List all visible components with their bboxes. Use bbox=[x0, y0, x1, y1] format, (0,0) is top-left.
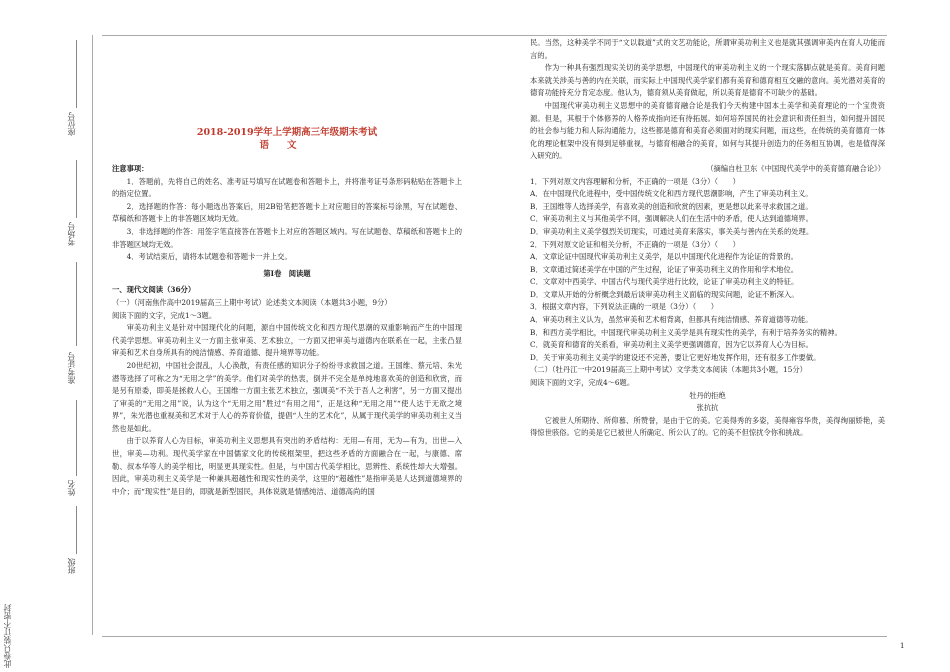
question-option: A．审美功利主义认为，虽然审美和艺术相背离，但都具有纯洁情感、养育道德等功能。 bbox=[530, 315, 813, 325]
left-column bbox=[112, 126, 462, 498]
question-option: B．和西方美学相比，中国现代审美功利主义美学是具有现实性的美学，有利于培养务实的精神。 bbox=[530, 327, 842, 337]
class-label: 班级 bbox=[67, 558, 76, 574]
story-title: 牡丹的拒绝 bbox=[689, 390, 726, 400]
passage-paragraph: 由于以养育人心为目标，审美功利主义思想具有突出的矛盾结构：无用—有用，无为—有为，出世—入世，审美—功利。现代美学家在中国儒家文化的传统框架里，把这些矛盾的方面融合在一起，与康德、席勒、叔本华等人的美学相比，明显更具现实性。但是，与中国古代美学相比，思辨性、系统性却大大增强。因此，审美功利主义美学是一种兼具超越性和现实性的美学，这里的“超越性”是指审美是人达到道德境界的中介；而“现实性”是目的，即就是新型国民，具体说就是情感纯洁、道德高尚的国 bbox=[112, 436, 462, 496]
question-option: D．关于审美功利主义美学的建设还不完善，要让它更好地发挥作用，还有很多工作要做。 bbox=[530, 352, 821, 362]
seal-note: 此卷只装订不密封 bbox=[3, 604, 12, 668]
question-stem: 2．下列对原文论证和相关分析，不正确的一项是（3分）（ ） bbox=[530, 239, 740, 249]
exam-title: 2018-2019学年上学期高三年级期末考试 bbox=[196, 127, 378, 138]
question-option: B．文章通过简述美学在中国的产生过程，论证了审美功利主义的作用和学术地位。 bbox=[530, 264, 799, 274]
top-rule bbox=[102, 35, 887, 36]
room-underline bbox=[76, 160, 77, 218]
seat-underline bbox=[76, 40, 77, 108]
sub2-instruction: 阅读下面的文字，完成4～6题。 bbox=[530, 378, 635, 388]
notes-heading: 注意事项： bbox=[112, 164, 149, 173]
question-option: C．文章对中西美学、中国古代与现代美学进行比较，论证了审美功利主义的特征。 bbox=[530, 277, 799, 287]
question-option: B．王国维等人选择美学，有喜欢美的创造和欣赏的因素，更是想以此来寻求救国之道。 bbox=[530, 201, 813, 211]
sub2-heading: （二）（牡丹江一中2019届高三上期中考试）文学类文本阅读（本题共3小题，15分） bbox=[530, 365, 807, 375]
admit-underline bbox=[76, 262, 77, 346]
question-option: A．文章论证中国现代审美功利主义美学，是以中国现代化进程作为论证的背景的。 bbox=[530, 252, 798, 262]
story-author: 张抗抗 bbox=[696, 403, 719, 413]
story-paragraph: 它被世人所期待、所仰慕、所赞誉，是由于它的美。它美得秀的多姿，美得雍容华贵，美得绚丽娇艳，美得惊世骇俗。它的美是它已被世人所确定、所公认了的。它的美不但惊扰令你和挑战。 bbox=[530, 415, 885, 438]
binding-line bbox=[92, 35, 93, 635]
page-number: 1 bbox=[900, 642, 905, 650]
exam-subject: 语文 bbox=[259, 140, 315, 151]
seat-label: 座位号 bbox=[67, 112, 76, 136]
sub1-instruction: 阅读下面的文字，完成1～3题。 bbox=[112, 310, 217, 320]
passage-source: （摘编自杜卫东《中国现代美学中的美育德育融合论》） bbox=[706, 163, 885, 173]
passage-paragraph: 作为一种具有强烈现实关切的美学思想，中国现代的审美功利主义的一个现实落脚点就是美育。美育问题本来就关涉美与善的内在关联，而实际上中国现代美学家们都有美育和德育相互交融的意向。美光潜对美育的德育功能持充分肯定态度。他认为，德育须从美育做起，所以美育是德育不可缺少的基础。 bbox=[530, 63, 885, 98]
passage-paragraph: 20世纪初，中国社会混乱，人心涣散，有责任感的知识分子纷纷寻求救国之道。王国维、蔡元培、朱光潜等选择了可称之为“无用之学”的美学。他们对美学的热衷，倒并不完全是单纯地喜欢美的创造和欣赏，而是另有原委，即美是拯救人心，王国维一方面主张艺术独立，强调美“不关于吾人之利害”，另一方面又提出了审美的“无用之用”说，认为这个“无用之用”胜过“有用之用”，正是这种“无用之用”“使人达于无欲之境界”，朱光潜也重视美和艺术对于人心的养育价值，提倡“人生的艺术化”，从属于现代美学的审美功利主义当然也是如此。 bbox=[112, 360, 462, 433]
question-option: D．文章从开始的分析概念到最后谈审美功利主义面临的现实问题，论证不断深入。 bbox=[530, 289, 799, 299]
question-option: C．就美育和德育的关系看，审美功利主义美学更强调德育，因为它以养育人心为目标。 bbox=[530, 340, 813, 350]
note-item: 1．答题前，先将自己的姓名、准考证号填写在试题卷和答题卡上，并将准考证号条形码粘贴在答题卡上的指定位置。 bbox=[112, 176, 462, 199]
question-stem: 3．根据文章内容，下列说法正确的一项是（3分）（ ） bbox=[530, 302, 719, 312]
bottom-rule bbox=[102, 636, 887, 637]
passage-paragraph: 审美功利主义是针对中国现代化的问题，源自中国传统文化和西方现代思潮的双重影响而产生的中国现代美学思想。审美功利主义一方面主张审美、艺术独立，一方面又把审美与道德内在联系在一起，主张凸显审美和艺术自身所具有的纯洁情感、养育道德、提升境界等功能。 bbox=[112, 323, 462, 358]
question-option: A．在中国现代化进程中，受中国传统文化和西方现代思潮影响，产生了审美功利主义。 bbox=[530, 189, 813, 199]
sub1-heading: （一）（河南焦作高中2019届高三上期中考试）论述类文本阅读（本题共3小题，9分） bbox=[112, 297, 392, 307]
class-underline bbox=[76, 506, 77, 554]
passage-paragraph: 中国现代审美功利主义思想中的美育德育融合论是我们今天构建中国本土美学和美育理论的一个宝贵资源。但是，其根于个体修养的人格养成指向还有待拓展。如何培养国民的社会意识和责任担当，如何提升国民的社会参与能力和人际沟通能力，这些都是德育和美育必须面对的现实问题，而这些，在传统的美育德育一体化的理论框架中没有得到足够重视，与德育相融合的美育，如何与其提升创造力的任务相互协调，也是值得深入研究的。 bbox=[530, 100, 885, 161]
admit-label: 准考证号 bbox=[67, 352, 76, 384]
part1-heading: 第Ⅰ卷 阅读题 bbox=[263, 268, 311, 278]
question-option: D．审美功利主义美学强烈关切现实，可通过美育来落实，事关美与善内在关系的处理。 bbox=[530, 226, 814, 236]
section1-heading: 一、现代文阅读（36分） bbox=[112, 285, 196, 295]
right-column bbox=[530, 37, 885, 440]
note-item: 2．选择题的作答：每小题选出答案后，用2B铅笔把答题卡上对应题目的答案标号涂黑，写在试题卷、草稿纸和答题卡上的非答题区域均无效。 bbox=[112, 201, 462, 224]
question-stem: 1．下列对原文内容理解和分析，不正确的一项是（3分）（ ） bbox=[530, 176, 740, 186]
question-option: C．审美功利主义与其他美学不同，强调解决人们在生活中的矛盾，使人达到道德境界。 bbox=[530, 214, 813, 224]
note-item: 4．考试结束后，请将本试题卷和答题卡一并上交。 bbox=[126, 252, 292, 262]
room-label: 考场号 bbox=[67, 222, 76, 246]
note-item: 3．非选择题的作答：用签字笔直接答在答题卡上对应的答题区域内。写在试题卷、草稿纸和答题卡上的非答题区域均无效。 bbox=[112, 226, 462, 249]
passage-paragraph: 民。当然，这种美学不同于“文以载道”式的文艺功能论，所谓审美功利主义也是就其强调审美内在育人功能而言的。 bbox=[530, 38, 885, 60]
name-underline bbox=[76, 400, 77, 476]
name-label: 姓名 bbox=[67, 480, 76, 496]
